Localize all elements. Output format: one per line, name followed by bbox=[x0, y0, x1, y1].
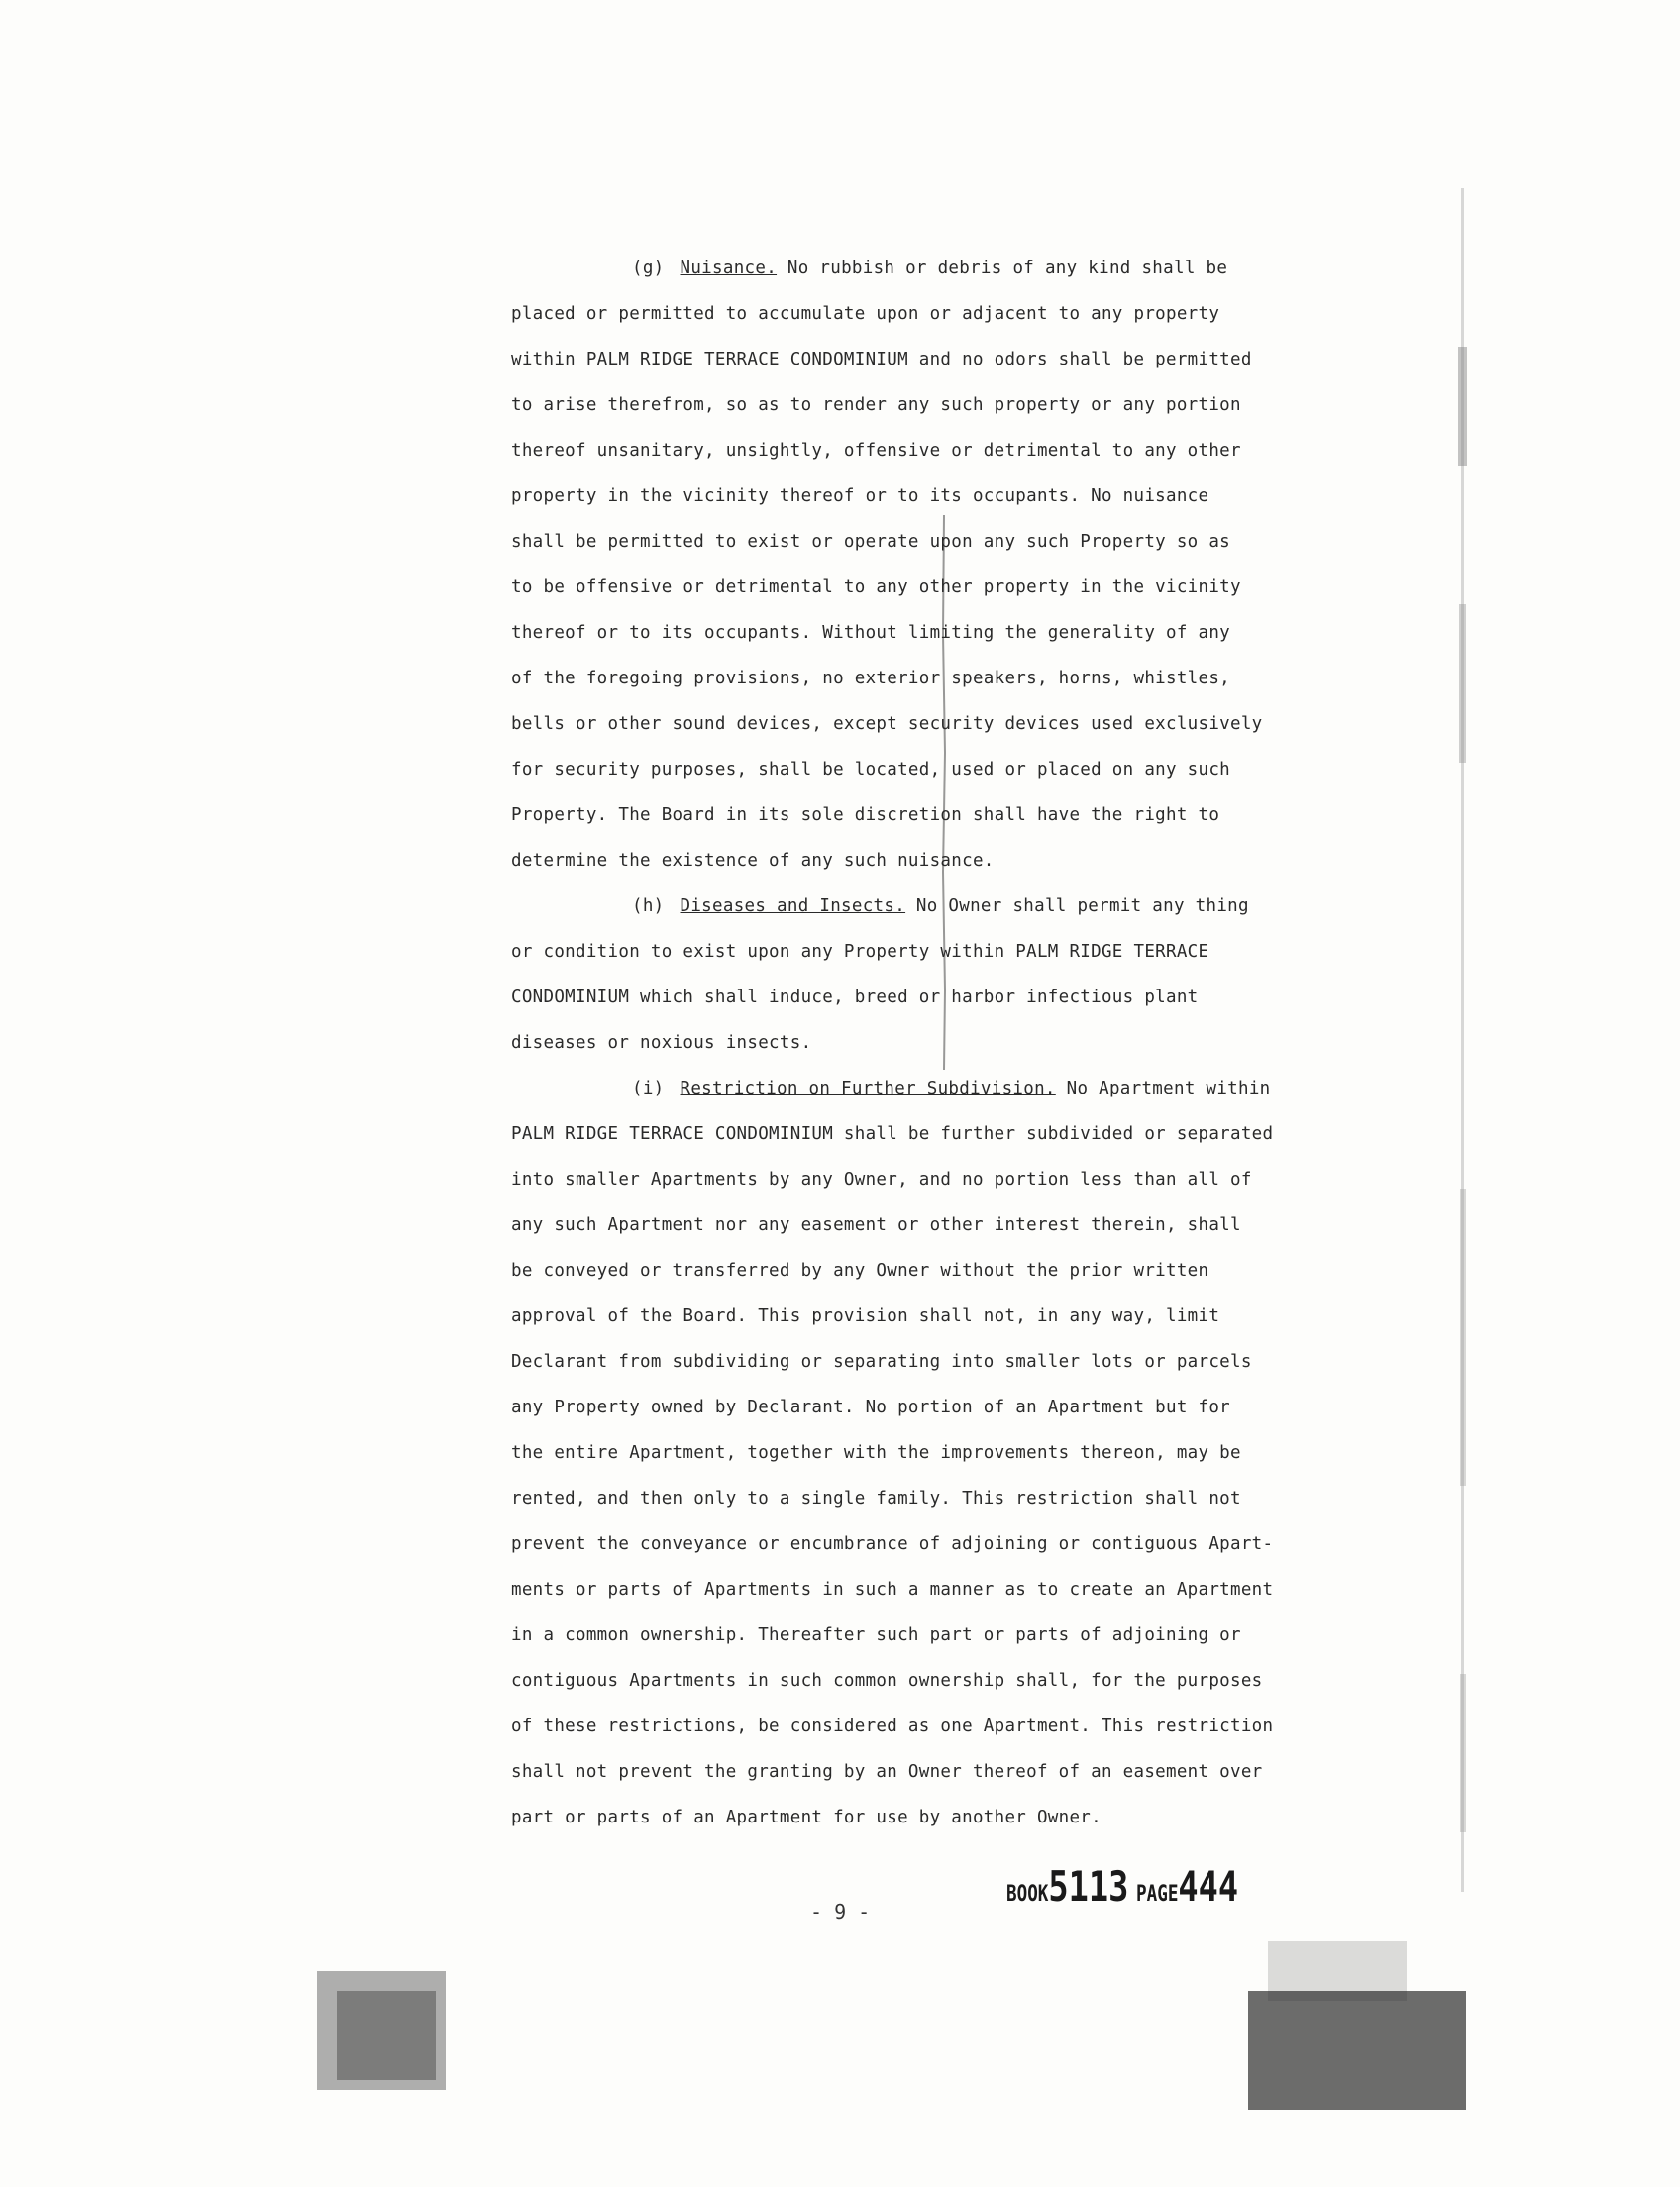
text-line: any Property owned by Declarant. No portion of an Apartment but for bbox=[511, 1398, 1231, 1417]
book-number: 5113 bbox=[1048, 1862, 1129, 1911]
section-heading: Nuisance. bbox=[680, 259, 778, 278]
text-line: of the foregoing provisions, no exterior speakers, horns, whistles, bbox=[511, 669, 1231, 688]
scan-blot-artifact bbox=[317, 1961, 446, 2090]
text-line: property in the vicinity thereof or to its occupants. No nuisance bbox=[511, 486, 1209, 506]
text-line: placed or permitted to accumulate upon or adjacent to any property bbox=[511, 304, 1220, 324]
text-line: PALM RIDGE TERRACE CONDOMINIUM shall be further subdivided or separated bbox=[511, 1124, 1274, 1144]
text-line: into smaller Apartments by any Owner, and no portion less than all of bbox=[511, 1170, 1252, 1190]
text-line: thereof or to its occupants. Without limiting the generality of any bbox=[511, 623, 1231, 643]
paragraph-first-line bbox=[511, 1066, 1343, 1111]
paragraph-i bbox=[511, 1066, 1343, 1840]
text-line: of these restrictions, be considered as one Apartment. This restriction bbox=[511, 1717, 1274, 1736]
section-heading: Restriction on Further Subdivision. bbox=[680, 1079, 1056, 1098]
text-line: to be offensive or detrimental to any other property in the vicinity bbox=[511, 577, 1241, 597]
text-line: any such Apartment nor any easement or other interest therein, shall bbox=[511, 1215, 1241, 1235]
item-label: (i) bbox=[632, 1079, 665, 1098]
text-line: shall not prevent the granting by an Owner thereof of an easement over bbox=[511, 1762, 1263, 1782]
paragraph-h bbox=[511, 884, 1343, 1066]
section-heading: Diseases and Insects. bbox=[680, 896, 906, 916]
text-line: Property. The Board in its sole discretion shall have the right to bbox=[511, 805, 1220, 825]
book-page-stamp bbox=[1006, 1862, 1238, 1911]
page-ref: 444 bbox=[1178, 1862, 1239, 1911]
text-line: contiguous Apartments in such common ownership shall, for the purposes bbox=[511, 1671, 1263, 1691]
text-line: No rubbish or debris of any kind shall be bbox=[787, 259, 1228, 278]
paragraph-g bbox=[511, 246, 1343, 884]
text-line: the entire Apartment, together with the improvements thereon, may be bbox=[511, 1443, 1241, 1463]
text-line: diseases or noxious insects. bbox=[511, 1033, 812, 1053]
page-number: - 9 - bbox=[810, 1900, 871, 1924]
item-label: (h) bbox=[632, 896, 665, 916]
text-line: Declarant from subdividing or separating into smaller lots or parcels bbox=[511, 1352, 1252, 1372]
paragraph-first-line bbox=[511, 884, 1343, 929]
text-line: determine the existence of any such nuisance. bbox=[511, 851, 995, 871]
text-line: part or parts of an Apartment for use by another Owner. bbox=[511, 1808, 1102, 1827]
text-line: CONDOMINIUM which shall induce, breed or harbor infectious plant bbox=[511, 988, 1199, 1007]
scan-blot-artifact bbox=[1248, 1941, 1466, 2110]
text-line: within PALM RIDGE TERRACE CONDOMINIUM and no odors shall be permitted bbox=[511, 350, 1252, 369]
item-label: (g) bbox=[632, 259, 665, 278]
text-line: prevent the conveyance or encumbrance of adjoining or contiguous Apart- bbox=[511, 1534, 1274, 1554]
text-line: No Owner shall permit any thing bbox=[915, 896, 1249, 916]
text-line: be conveyed or transferred by any Owner without the prior written bbox=[511, 1261, 1209, 1281]
text-line: ments or parts of Apartments in such a manner as to create an Apartment bbox=[511, 1580, 1274, 1600]
text-line: approval of the Board. This provision shall not, in any way, limit bbox=[511, 1306, 1220, 1326]
paragraph-first-line bbox=[511, 246, 1343, 291]
text-line: in a common ownership. Thereafter such part or parts of adjoining or bbox=[511, 1625, 1241, 1645]
text-line: for security purposes, shall be located, used or placed on any such bbox=[511, 760, 1231, 780]
book-label: BOOK bbox=[1006, 1882, 1049, 1907]
text-line: bells or other sound devices, except security devices used exclusively bbox=[511, 714, 1263, 734]
text-line: or condition to exist upon any Property within PALM RIDGE TERRACE bbox=[511, 942, 1209, 962]
page-label: PAGE bbox=[1136, 1882, 1179, 1907]
document-body bbox=[511, 246, 1343, 1840]
text-line: shall be permitted to exist or operate upon any such Property so as bbox=[511, 532, 1231, 552]
text-line: to arise therefrom, so as to render any such property or any portion bbox=[511, 395, 1241, 415]
text-line: No Apartment within bbox=[1066, 1079, 1271, 1098]
text-line: rented, and then only to a single family. This restriction shall not bbox=[511, 1489, 1241, 1509]
scan-edge-artifact bbox=[1456, 188, 1470, 1892]
text-line: thereof unsanitary, unsightly, offensive or detrimental to any other bbox=[511, 441, 1241, 461]
